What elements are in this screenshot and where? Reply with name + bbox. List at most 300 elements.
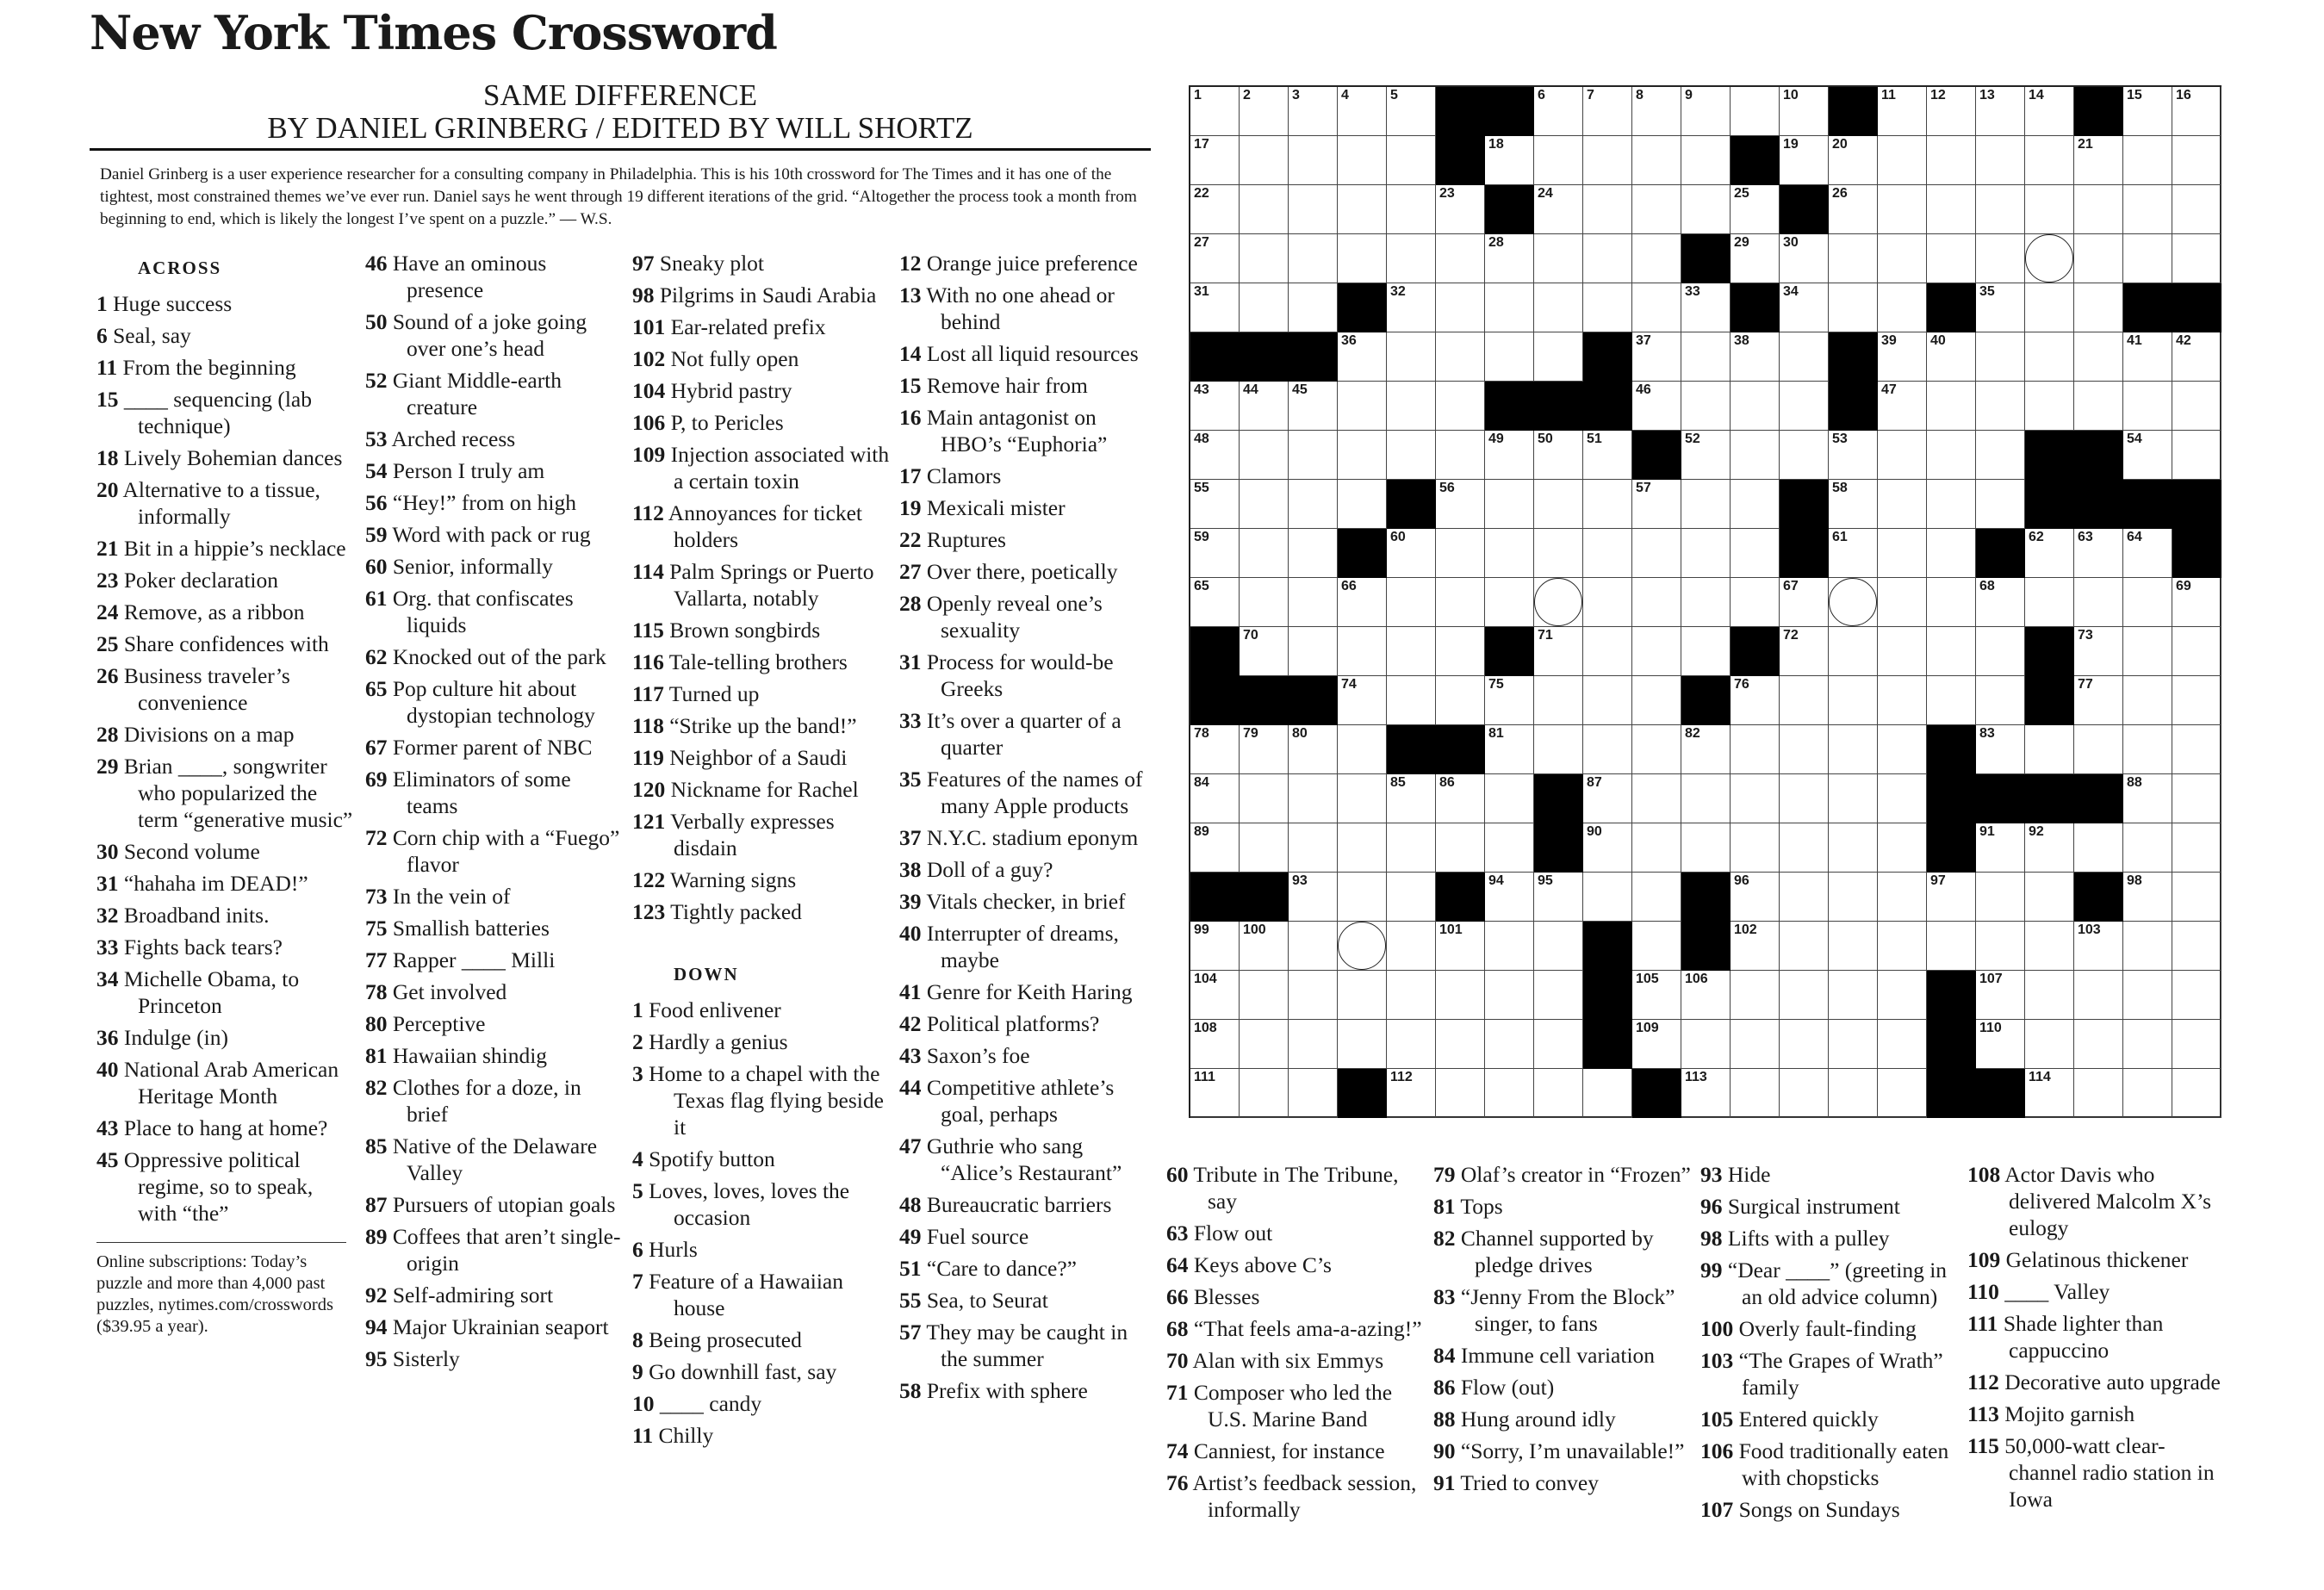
grid-cell[interactable] bbox=[2074, 578, 2123, 627]
across-clue[interactable] bbox=[365, 489, 624, 516]
grid-cell[interactable] bbox=[1583, 676, 1632, 725]
grid-cell[interactable] bbox=[1583, 627, 1632, 676]
grid-cell[interactable] bbox=[2123, 1020, 2172, 1069]
grid-cell[interactable] bbox=[2172, 725, 2221, 774]
grid-cell[interactable] bbox=[2025, 725, 2074, 774]
down-clue[interactable] bbox=[1700, 1496, 1959, 1523]
grid-cell[interactable] bbox=[2074, 185, 2123, 234]
grid-cell[interactable] bbox=[2123, 382, 2172, 431]
grid-cell[interactable] bbox=[1485, 725, 1534, 774]
grid-cell[interactable] bbox=[1387, 578, 1436, 627]
grid-cell[interactable] bbox=[1387, 627, 1436, 676]
down-clue[interactable] bbox=[899, 590, 1158, 643]
grid-cell[interactable] bbox=[1289, 873, 1338, 922]
grid-cell[interactable] bbox=[1583, 823, 1632, 873]
grid-cell[interactable] bbox=[1632, 922, 1681, 971]
grid-cell[interactable] bbox=[1338, 382, 1387, 431]
grid-cell[interactable] bbox=[1632, 332, 1681, 382]
grid-cell[interactable] bbox=[2123, 578, 2172, 627]
grid-cell[interactable] bbox=[1927, 431, 1976, 480]
across-clue[interactable] bbox=[632, 558, 891, 612]
grid-cell[interactable] bbox=[1485, 529, 1534, 578]
grid-cell[interactable] bbox=[1240, 431, 1289, 480]
grid-cell[interactable] bbox=[1780, 578, 1829, 627]
down-clue[interactable] bbox=[1967, 1278, 2226, 1305]
grid-cell[interactable] bbox=[1240, 725, 1289, 774]
grid-cell[interactable] bbox=[1240, 971, 1289, 1020]
grid-cell[interactable] bbox=[1681, 529, 1731, 578]
across-clue[interactable] bbox=[365, 883, 624, 910]
grid-cell[interactable] bbox=[1878, 774, 1927, 823]
down-clue[interactable] bbox=[1433, 1406, 1692, 1432]
grid-cell[interactable] bbox=[2172, 136, 2221, 185]
grid-cell[interactable] bbox=[1289, 234, 1338, 283]
grid-cell[interactable] bbox=[1731, 234, 1780, 283]
grid-cell[interactable] bbox=[1780, 873, 1829, 922]
down-clue[interactable] bbox=[632, 1028, 891, 1055]
grid-cell[interactable] bbox=[1387, 431, 1436, 480]
grid-cell[interactable] bbox=[2123, 529, 2172, 578]
across-clue[interactable] bbox=[96, 322, 355, 349]
grid-cell[interactable] bbox=[1927, 136, 1976, 185]
down-clue[interactable] bbox=[1433, 1438, 1692, 1464]
grid-cell[interactable] bbox=[1976, 971, 2025, 1020]
down-clue[interactable] bbox=[632, 1060, 891, 1140]
down-clue[interactable] bbox=[899, 1319, 1158, 1372]
grid-cell[interactable] bbox=[2025, 283, 2074, 332]
grid-cell[interactable] bbox=[1534, 480, 1583, 529]
grid-cell[interactable] bbox=[1681, 823, 1731, 873]
grid-cell[interactable] bbox=[1190, 1020, 1240, 1069]
grid-cell[interactable] bbox=[1780, 234, 1829, 283]
across-clue[interactable] bbox=[96, 1146, 355, 1227]
grid-cell[interactable] bbox=[1436, 971, 1485, 1020]
grid-cell[interactable] bbox=[1780, 382, 1829, 431]
down-clue[interactable] bbox=[1700, 1438, 1959, 1491]
grid-cell[interactable] bbox=[1829, 1020, 1878, 1069]
grid-cell[interactable] bbox=[1338, 431, 1387, 480]
down-clue[interactable] bbox=[899, 340, 1158, 367]
down-clue[interactable] bbox=[899, 282, 1158, 335]
grid-cell[interactable] bbox=[1387, 185, 1436, 234]
grid-cell[interactable] bbox=[1338, 480, 1387, 529]
down-clue[interactable] bbox=[1967, 1310, 2226, 1363]
grid-cell[interactable] bbox=[1731, 431, 1780, 480]
across-clue[interactable] bbox=[365, 1314, 624, 1340]
down-clue[interactable] bbox=[632, 1326, 891, 1353]
grid-cell[interactable] bbox=[1534, 873, 1583, 922]
grid-cell[interactable] bbox=[1632, 873, 1681, 922]
grid-cell[interactable] bbox=[1976, 823, 2025, 873]
grid-cell[interactable] bbox=[1632, 971, 1681, 1020]
across-clue[interactable] bbox=[632, 712, 891, 739]
grid-cell[interactable] bbox=[2025, 971, 2074, 1020]
grid-cell[interactable] bbox=[1534, 136, 1583, 185]
grid-cell[interactable] bbox=[1829, 480, 1878, 529]
grid-cell[interactable] bbox=[1289, 185, 1338, 234]
grid-cell[interactable] bbox=[2123, 87, 2172, 136]
grid-cell[interactable] bbox=[1583, 185, 1632, 234]
grid-cell[interactable] bbox=[1632, 136, 1681, 185]
grid-cell[interactable] bbox=[1387, 1020, 1436, 1069]
grid-cell[interactable] bbox=[1878, 627, 1927, 676]
grid-cell[interactable] bbox=[1240, 578, 1289, 627]
grid-cell[interactable] bbox=[1780, 87, 1829, 136]
down-clue[interactable] bbox=[1700, 1406, 1959, 1432]
grid-cell[interactable] bbox=[1485, 480, 1534, 529]
grid-cell[interactable] bbox=[1780, 922, 1829, 971]
grid-cell[interactable] bbox=[1976, 431, 2025, 480]
across-clue[interactable] bbox=[365, 947, 624, 973]
across-clue[interactable] bbox=[96, 1024, 355, 1051]
grid-cell[interactable] bbox=[2123, 136, 2172, 185]
grid-cell[interactable] bbox=[1927, 873, 1976, 922]
grid-cell[interactable] bbox=[1190, 136, 1240, 185]
grid-cell[interactable] bbox=[1632, 480, 1681, 529]
grid-cell[interactable] bbox=[2123, 185, 2172, 234]
grid-cell[interactable] bbox=[2074, 283, 2123, 332]
grid-cell[interactable] bbox=[1485, 922, 1534, 971]
grid-cell[interactable] bbox=[1534, 431, 1583, 480]
grid-cell[interactable] bbox=[1436, 1020, 1485, 1069]
grid-cell[interactable] bbox=[1436, 922, 1485, 971]
grid-cell[interactable] bbox=[1387, 873, 1436, 922]
grid-cell[interactable] bbox=[1240, 480, 1289, 529]
grid-cell[interactable] bbox=[1927, 234, 1976, 283]
grid-cell[interactable] bbox=[1190, 578, 1240, 627]
grid-cell[interactable] bbox=[1681, 627, 1731, 676]
grid-cell[interactable] bbox=[1583, 873, 1632, 922]
across-clue[interactable] bbox=[632, 377, 891, 404]
grid-cell[interactable] bbox=[1387, 136, 1436, 185]
grid-cell[interactable] bbox=[1878, 283, 1927, 332]
grid-cell[interactable] bbox=[1240, 627, 1289, 676]
down-clue[interactable] bbox=[899, 1255, 1158, 1282]
down-clue[interactable] bbox=[899, 526, 1158, 553]
across-clue[interactable] bbox=[365, 425, 624, 452]
across-clue[interactable] bbox=[96, 662, 355, 716]
grid-cell[interactable] bbox=[1878, 480, 1927, 529]
grid-cell[interactable] bbox=[1190, 529, 1240, 578]
grid-cell[interactable] bbox=[2074, 823, 2123, 873]
grid-cell[interactable] bbox=[1927, 185, 1976, 234]
grid-cell[interactable] bbox=[1387, 234, 1436, 283]
grid-cell[interactable] bbox=[1878, 725, 1927, 774]
grid-cell[interactable] bbox=[1240, 922, 1289, 971]
grid-cell[interactable] bbox=[1289, 283, 1338, 332]
grid-cell[interactable] bbox=[1485, 136, 1534, 185]
across-clue[interactable] bbox=[96, 934, 355, 960]
grid-cell[interactable] bbox=[1534, 185, 1583, 234]
across-clue[interactable] bbox=[365, 1345, 624, 1372]
across-clue[interactable] bbox=[632, 808, 891, 861]
grid-cell[interactable] bbox=[1534, 578, 1583, 627]
across-clue[interactable] bbox=[96, 1056, 355, 1109]
grid-cell[interactable] bbox=[1190, 1069, 1240, 1118]
grid-cell[interactable] bbox=[1878, 136, 1927, 185]
grid-cell[interactable] bbox=[2172, 676, 2221, 725]
grid-cell[interactable] bbox=[1731, 382, 1780, 431]
grid-cell[interactable] bbox=[1632, 627, 1681, 676]
grid-cell[interactable] bbox=[1681, 87, 1731, 136]
grid-cell[interactable] bbox=[1829, 774, 1878, 823]
grid-cell[interactable] bbox=[1387, 283, 1436, 332]
across-clue[interactable] bbox=[365, 824, 624, 878]
grid-cell[interactable] bbox=[1387, 676, 1436, 725]
grid-cell[interactable] bbox=[1927, 676, 1976, 725]
grid-cell[interactable] bbox=[1731, 676, 1780, 725]
grid-cell[interactable] bbox=[2123, 873, 2172, 922]
grid-cell[interactable] bbox=[1534, 234, 1583, 283]
across-clue[interactable] bbox=[632, 314, 891, 340]
grid-cell[interactable] bbox=[1289, 971, 1338, 1020]
grid-cell[interactable] bbox=[1436, 431, 1485, 480]
down-clue[interactable] bbox=[899, 250, 1158, 276]
across-clue[interactable] bbox=[632, 345, 891, 372]
grid-cell[interactable] bbox=[1436, 823, 1485, 873]
down-clue[interactable] bbox=[1700, 1193, 1959, 1220]
down-clue[interactable] bbox=[1700, 1347, 1959, 1401]
across-clue[interactable] bbox=[96, 290, 355, 317]
grid-cell[interactable] bbox=[1190, 725, 1240, 774]
down-clue[interactable] bbox=[1166, 1438, 1425, 1464]
across-clue[interactable] bbox=[96, 630, 355, 657]
grid-cell[interactable] bbox=[1190, 480, 1240, 529]
grid-cell[interactable] bbox=[1632, 725, 1681, 774]
across-clue[interactable] bbox=[365, 521, 624, 548]
grid-cell[interactable] bbox=[1731, 774, 1780, 823]
across-clue[interactable] bbox=[96, 753, 355, 833]
grid-cell[interactable] bbox=[1976, 1020, 2025, 1069]
grid-cell[interactable] bbox=[1387, 87, 1436, 136]
grid-cell[interactable] bbox=[1190, 87, 1240, 136]
grid-cell[interactable] bbox=[1485, 774, 1534, 823]
across-clue[interactable] bbox=[632, 409, 891, 436]
grid-cell[interactable] bbox=[1829, 725, 1878, 774]
grid-cell[interactable] bbox=[1829, 136, 1878, 185]
across-clue[interactable] bbox=[632, 500, 891, 553]
down-clue[interactable] bbox=[899, 404, 1158, 457]
grid-cell[interactable] bbox=[2025, 823, 2074, 873]
grid-cell[interactable] bbox=[2123, 1069, 2172, 1118]
grid-cell[interactable] bbox=[1289, 480, 1338, 529]
grid-cell[interactable] bbox=[2025, 136, 2074, 185]
down-clue[interactable] bbox=[899, 1133, 1158, 1186]
grid-cell[interactable] bbox=[1681, 1069, 1731, 1118]
grid-cell[interactable] bbox=[1780, 332, 1829, 382]
grid-cell[interactable] bbox=[1927, 922, 1976, 971]
grid-cell[interactable] bbox=[1583, 725, 1632, 774]
grid-cell[interactable] bbox=[2172, 971, 2221, 1020]
across-clue[interactable] bbox=[632, 649, 891, 675]
down-clue[interactable] bbox=[1433, 1469, 1692, 1496]
grid-cell[interactable] bbox=[1387, 922, 1436, 971]
grid-cell[interactable] bbox=[1436, 382, 1485, 431]
grid-cell[interactable] bbox=[1878, 529, 1927, 578]
grid-cell[interactable] bbox=[1534, 627, 1583, 676]
grid-cell[interactable] bbox=[1485, 676, 1534, 725]
across-clue[interactable] bbox=[365, 585, 624, 638]
across-clue[interactable] bbox=[365, 643, 624, 670]
grid-cell[interactable] bbox=[1780, 1069, 1829, 1118]
across-clue[interactable] bbox=[96, 1115, 355, 1141]
down-clue[interactable] bbox=[632, 1146, 891, 1172]
across-clue[interactable] bbox=[365, 675, 624, 729]
down-clue[interactable] bbox=[899, 888, 1158, 915]
grid-cell[interactable] bbox=[1485, 234, 1534, 283]
grid-cell[interactable] bbox=[1632, 234, 1681, 283]
across-clue[interactable] bbox=[365, 367, 624, 420]
grid-cell[interactable] bbox=[1632, 283, 1681, 332]
grid-cell[interactable] bbox=[1338, 873, 1387, 922]
across-clue[interactable] bbox=[365, 1042, 624, 1069]
grid-cell[interactable] bbox=[1632, 676, 1681, 725]
grid-cell[interactable] bbox=[1976, 480, 2025, 529]
down-clue[interactable] bbox=[1166, 1252, 1425, 1278]
grid-cell[interactable] bbox=[1240, 1069, 1289, 1118]
down-clue[interactable] bbox=[899, 463, 1158, 489]
grid-cell[interactable] bbox=[2025, 1069, 2074, 1118]
grid-cell[interactable] bbox=[2123, 234, 2172, 283]
grid-cell[interactable] bbox=[1681, 283, 1731, 332]
down-clue[interactable] bbox=[1166, 1315, 1425, 1342]
grid-cell[interactable] bbox=[1190, 971, 1240, 1020]
grid-cell[interactable] bbox=[1878, 873, 1927, 922]
grid-cell[interactable] bbox=[1976, 676, 2025, 725]
across-clue[interactable] bbox=[365, 734, 624, 761]
grid-cell[interactable] bbox=[1240, 234, 1289, 283]
grid-cell[interactable] bbox=[1681, 332, 1731, 382]
grid-cell[interactable] bbox=[1878, 1020, 1927, 1069]
across-clue[interactable] bbox=[365, 1074, 624, 1127]
grid-cell[interactable] bbox=[1338, 87, 1387, 136]
across-clue[interactable] bbox=[96, 476, 355, 530]
grid-cell[interactable] bbox=[1534, 332, 1583, 382]
grid-cell[interactable] bbox=[1583, 480, 1632, 529]
grid-cell[interactable] bbox=[1829, 627, 1878, 676]
across-clue[interactable] bbox=[632, 898, 891, 925]
across-clue[interactable] bbox=[96, 966, 355, 1019]
grid-cell[interactable] bbox=[1780, 627, 1829, 676]
down-clue[interactable] bbox=[632, 1177, 891, 1231]
grid-cell[interactable] bbox=[1731, 1069, 1780, 1118]
grid-cell[interactable] bbox=[1878, 234, 1927, 283]
grid-cell[interactable] bbox=[1976, 185, 2025, 234]
grid-cell[interactable] bbox=[1976, 725, 2025, 774]
down-clue[interactable] bbox=[899, 1223, 1158, 1250]
grid-cell[interactable] bbox=[1976, 382, 2025, 431]
grid-cell[interactable] bbox=[1878, 87, 1927, 136]
grid-cell[interactable] bbox=[1289, 627, 1338, 676]
grid-cell[interactable] bbox=[1338, 725, 1387, 774]
down-clue[interactable] bbox=[1166, 1469, 1425, 1523]
grid-cell[interactable] bbox=[2074, 725, 2123, 774]
grid-cell[interactable] bbox=[1829, 578, 1878, 627]
down-clue[interactable] bbox=[899, 856, 1158, 883]
grid-cell[interactable] bbox=[1829, 1069, 1878, 1118]
grid-cell[interactable] bbox=[2123, 431, 2172, 480]
grid-cell[interactable] bbox=[1338, 578, 1387, 627]
grid-cell[interactable] bbox=[1534, 676, 1583, 725]
grid-cell[interactable] bbox=[2172, 431, 2221, 480]
grid-cell[interactable] bbox=[1583, 283, 1632, 332]
down-clue[interactable] bbox=[632, 1268, 891, 1321]
down-clue[interactable] bbox=[899, 1042, 1158, 1069]
across-clue[interactable] bbox=[365, 1133, 624, 1186]
down-clue[interactable] bbox=[899, 1191, 1158, 1218]
down-clue[interactable] bbox=[632, 1358, 891, 1385]
across-clue[interactable] bbox=[365, 553, 624, 580]
grid-cell[interactable] bbox=[1289, 382, 1338, 431]
grid-cell[interactable] bbox=[1780, 283, 1829, 332]
grid-cell[interactable] bbox=[1240, 774, 1289, 823]
grid-cell[interactable] bbox=[2074, 676, 2123, 725]
across-clue[interactable] bbox=[96, 354, 355, 381]
down-clue[interactable] bbox=[1433, 1225, 1692, 1278]
grid-cell[interactable] bbox=[1878, 1069, 1927, 1118]
grid-cell[interactable] bbox=[1632, 87, 1681, 136]
across-clue[interactable] bbox=[365, 915, 624, 941]
grid-cell[interactable] bbox=[1583, 136, 1632, 185]
grid-cell[interactable] bbox=[1436, 283, 1485, 332]
grid-cell[interactable] bbox=[1387, 971, 1436, 1020]
grid-cell[interactable] bbox=[2123, 332, 2172, 382]
grid-cell[interactable] bbox=[1338, 774, 1387, 823]
grid-cell[interactable] bbox=[1681, 382, 1731, 431]
grid-cell[interactable] bbox=[1780, 431, 1829, 480]
grid-cell[interactable] bbox=[1976, 578, 2025, 627]
grid-cell[interactable] bbox=[1878, 431, 1927, 480]
grid-cell[interactable] bbox=[1976, 332, 2025, 382]
grid-cell[interactable] bbox=[1240, 136, 1289, 185]
grid-cell[interactable] bbox=[2172, 1069, 2221, 1118]
grid-cell[interactable] bbox=[1338, 234, 1387, 283]
grid-cell[interactable] bbox=[1632, 529, 1681, 578]
grid-cell[interactable] bbox=[2074, 1020, 2123, 1069]
down-clue[interactable] bbox=[1166, 1161, 1425, 1214]
grid-cell[interactable] bbox=[1632, 823, 1681, 873]
grid-cell[interactable] bbox=[1878, 676, 1927, 725]
down-clue[interactable] bbox=[899, 1010, 1158, 1037]
grid-cell[interactable] bbox=[1731, 873, 1780, 922]
grid-cell[interactable] bbox=[1289, 87, 1338, 136]
grid-cell[interactable] bbox=[1289, 136, 1338, 185]
grid-cell[interactable] bbox=[1878, 823, 1927, 873]
grid-cell[interactable] bbox=[1338, 332, 1387, 382]
grid-cell[interactable] bbox=[1829, 676, 1878, 725]
down-clue[interactable] bbox=[1433, 1193, 1692, 1220]
across-clue[interactable] bbox=[96, 599, 355, 625]
grid-cell[interactable] bbox=[1436, 627, 1485, 676]
grid-cell[interactable] bbox=[1731, 823, 1780, 873]
grid-cell[interactable] bbox=[1534, 87, 1583, 136]
grid-cell[interactable] bbox=[1190, 283, 1240, 332]
grid-cell[interactable] bbox=[1976, 873, 2025, 922]
grid-cell[interactable] bbox=[2025, 922, 2074, 971]
grid-cell[interactable] bbox=[2074, 136, 2123, 185]
grid-cell[interactable] bbox=[1731, 529, 1780, 578]
across-clue[interactable] bbox=[96, 838, 355, 865]
grid-cell[interactable] bbox=[1976, 136, 2025, 185]
grid-cell[interactable] bbox=[2172, 873, 2221, 922]
grid-cell[interactable] bbox=[1632, 185, 1681, 234]
grid-cell[interactable] bbox=[1485, 971, 1534, 1020]
across-clue[interactable] bbox=[96, 721, 355, 748]
across-clue[interactable] bbox=[365, 457, 624, 484]
across-clue[interactable] bbox=[365, 308, 624, 362]
grid-cell[interactable] bbox=[2172, 332, 2221, 382]
across-clue[interactable] bbox=[96, 535, 355, 562]
